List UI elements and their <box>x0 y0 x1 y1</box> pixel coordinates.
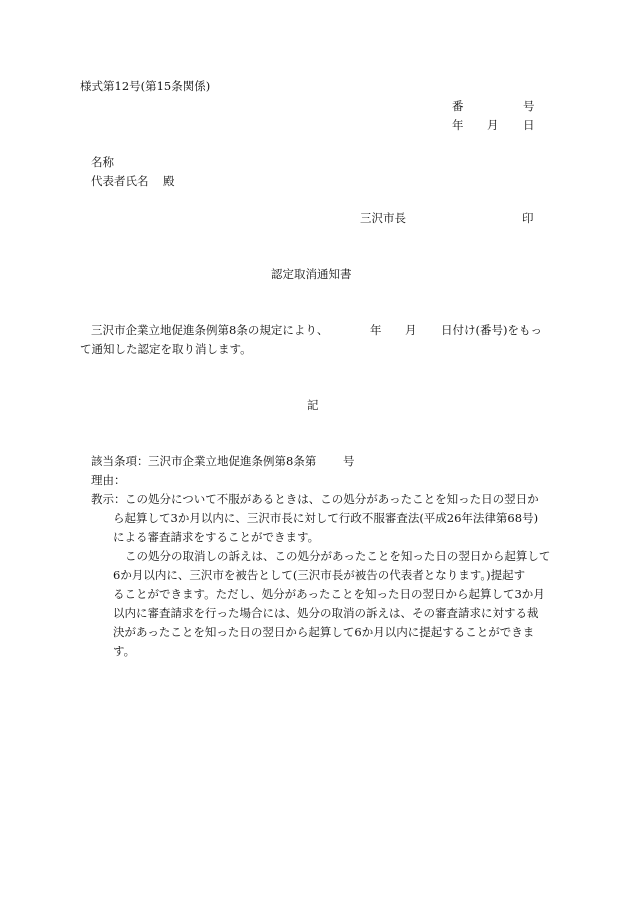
doc-number-prefix: 番 <box>452 99 464 113</box>
instruction-line-1: この処分について不服があるときは、この処分があったことを知った日の翌日か <box>125 492 539 506</box>
clause-text: 三沢市企業立地促進条例第8条第 <box>148 454 317 468</box>
date-day: 日 <box>523 118 535 132</box>
instruction-line-2: ら起算して3か月以内に、三沢市長に対して行政不服審査法(平成26年法律第68号) <box>113 511 539 525</box>
date-month: 月 <box>487 118 499 132</box>
body-line-2: て通知した認定を取り消します。 <box>80 342 252 356</box>
body-line-1: 三沢市企業立地促進条例第8条の規定により、 <box>91 323 329 337</box>
recipient-rep-label: 代表者氏名 <box>91 174 149 188</box>
doc-number-suffix: 号 <box>523 99 535 113</box>
document-title: 認定取消通知書 <box>271 267 352 281</box>
recipient-honorific: 殿 <box>163 174 175 188</box>
body-day-tail: 日付け(番号)をもっ <box>441 323 542 337</box>
instruction-p2-line-4: 以内に審査請求を行った場合には、処分の取消の訴えは、その審査請求に対する裁 <box>113 606 539 620</box>
instruction-p2-line-3: ることができます。ただし、処分があったことを知った日の翌日から起算して3か月 <box>113 587 545 601</box>
reason-label: 理由： <box>91 473 126 487</box>
form-number: 様式第12号(第15条関係) <box>80 79 211 93</box>
clause-label: 該当条項： <box>91 454 149 468</box>
instruction-p2-line-2: 6か月以内に、三沢市を被告として(三沢市長が被告の代表者となります。)提起す <box>113 568 526 582</box>
body-year: 年 <box>370 323 382 337</box>
instruction-p2-line-5: 決があったことを知った日の翌日から起算して6か月以内に提起することができま <box>113 625 535 639</box>
sender-title: 三沢市長 <box>360 211 406 225</box>
ki-heading: 記 <box>307 398 319 412</box>
clause-suffix: 号 <box>343 454 355 468</box>
instruction-label: 教示： <box>91 492 126 506</box>
instruction-p2-line-6: す。 <box>113 644 136 658</box>
instruction-p2-line-1: この処分の取消しの訴えは、この処分があったことを知った日の翌日から起算して <box>125 549 551 563</box>
date-year: 年 <box>452 118 464 132</box>
instruction-line-3: による審査請求をすることができます。 <box>113 530 320 544</box>
sender-seal: 印 <box>522 211 534 225</box>
recipient-name-label: 名称 <box>91 155 114 169</box>
body-month: 月 <box>405 323 417 337</box>
